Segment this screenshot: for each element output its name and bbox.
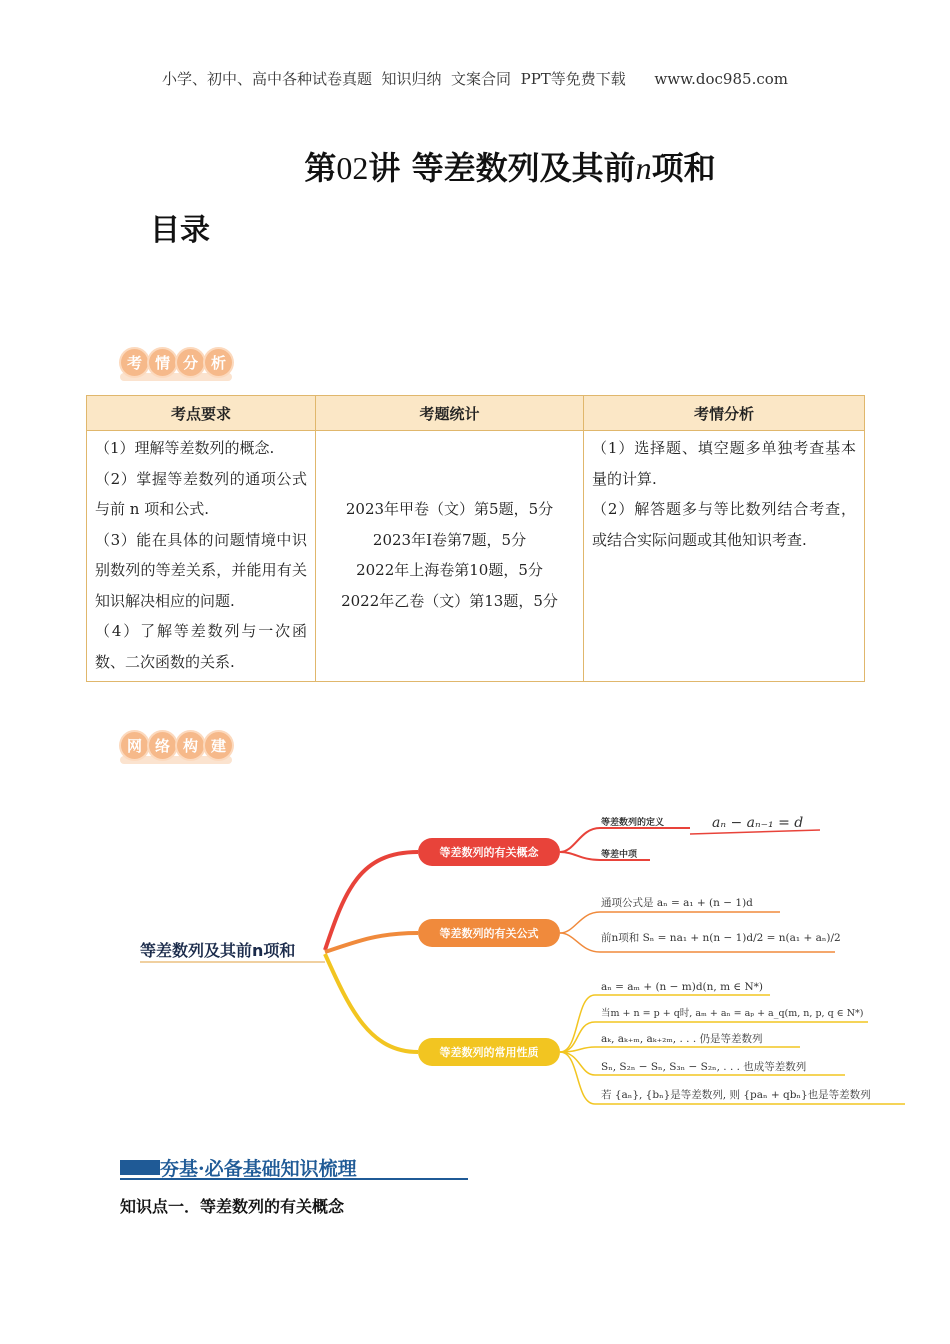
mindmap-diagram (0, 790, 950, 1130)
page-header: 小学、初中、高中各种试卷真题 知识归纳 文案合同 PPT等免费下载 www.doc985.com (161, 70, 788, 88)
leaf-connector (560, 828, 690, 852)
branch-connector (325, 933, 418, 952)
table-row (87, 431, 865, 682)
mindmap-leaf: aₙ = aₘ + (n − m)d(n, m ∈ N*) (601, 981, 764, 993)
title-suffix: 项和 (651, 149, 716, 187)
analysis-cell (584, 431, 865, 682)
network-badge (121, 732, 232, 759)
badge-char: 网 (121, 732, 148, 759)
statistic-item: 2022年乙卷（文）第13题，5分 (341, 591, 558, 610)
analysis-badge (121, 349, 232, 376)
mindmap-root: 等差数列及其前n项和 (140, 941, 296, 960)
leaf-connector (560, 912, 780, 933)
mindmap-leaf: aₖ, aₖ₊ₘ, aₖ₊₂ₘ, . . . 仍是等差数列 (601, 1033, 763, 1045)
branch-connector (325, 954, 418, 1052)
statistics-cell (316, 431, 584, 682)
badge-char: 络 (149, 732, 176, 759)
analysis-item: （2）解答题多与等比数列结合考查，或结合实际问题或其他知识考查. (592, 500, 856, 549)
badge-char: 析 (205, 349, 232, 376)
header-statistics: 考题统计 (316, 396, 584, 431)
branch-label: 等差数列的常用性质 (439, 1046, 539, 1059)
section-bar (120, 1160, 160, 1175)
exam-analysis-table (86, 395, 865, 682)
header-requirements: 考点要求 (87, 396, 316, 431)
section-title: 夯基·必备基础知识梳理 (160, 1158, 357, 1180)
statistic-item: 2023年甲卷（文）第5题，5分 (345, 500, 554, 518)
table-header-row (87, 396, 865, 431)
header-analysis: 考情分析 (584, 396, 865, 431)
requirement-item: （2）掌握等差数列的通项公式与前 n 项和公式. (95, 469, 307, 518)
badge-char: 考 (121, 349, 148, 376)
knowledge-point-title: 知识点一．等差数列的有关概念 (120, 1197, 345, 1216)
requirements-cell (87, 431, 316, 682)
title-prefix: 第 (304, 149, 337, 187)
branch-label: 等差数列的有关公式 (439, 927, 539, 940)
mindmap-leaf: 通项公式是 aₙ = a₁ + (n − 1)d (601, 897, 753, 909)
mindmap-leaf: 当m + n = p + q时, aₘ + aₙ = aₚ + a_q(m, n, p, q ∈ N*) (601, 1008, 864, 1019)
requirement-item: （4）了解等差数列与一次函数、二次函数的关系. (95, 622, 307, 671)
toc-heading: 目录 (150, 213, 210, 248)
page-title (0, 143, 950, 189)
mindmap-leaf: Sₙ, S₂ₙ − Sₙ, S₃ₙ − S₂ₙ, . . . 也成等差数列 (601, 1061, 807, 1073)
analysis-item: （1）选择题、填空题多单独考查基本量的计算. (592, 439, 856, 488)
requirement-item: （3）能在具体的问题情境中识别数列的等差关系，并能用有关知识解决相应的问题. (95, 530, 307, 610)
badge-char: 分 (177, 349, 204, 376)
title-variable: n (635, 150, 652, 186)
statistic-item: 2022年上海卷第10题，5分 (356, 561, 543, 579)
badge-char: 构 (177, 732, 204, 759)
badge-char: 情 (149, 349, 176, 376)
mindmap-leaf: 若 {aₙ}, {bₙ}是等差数列, 则 {paₙ + qbₙ}也是等差数列 (601, 1089, 871, 1101)
title-number: 02 (336, 150, 369, 186)
requirement-item: （1）理解等差数列的概念. (95, 439, 275, 457)
mindmap-leaf: 等差中项 (601, 850, 638, 860)
mindmap-formula: aₙ − aₙ₋₁ = d (712, 815, 804, 831)
title-middle: 讲 等差数列及其前 (368, 149, 636, 187)
mindmap-leaf: 前n项和 Sₙ = na₁ + n(n − 1)d/2 = n(a₁ + aₙ)/2 (601, 932, 841, 944)
badge-char: 建 (205, 732, 232, 759)
branch-label: 等差数列的有关概念 (439, 846, 539, 859)
statistic-item: 2023年I卷第7题，5分 (372, 530, 527, 549)
mindmap-leaf: 等差数列的定义 (601, 818, 665, 828)
leaf-connector (560, 1047, 800, 1052)
